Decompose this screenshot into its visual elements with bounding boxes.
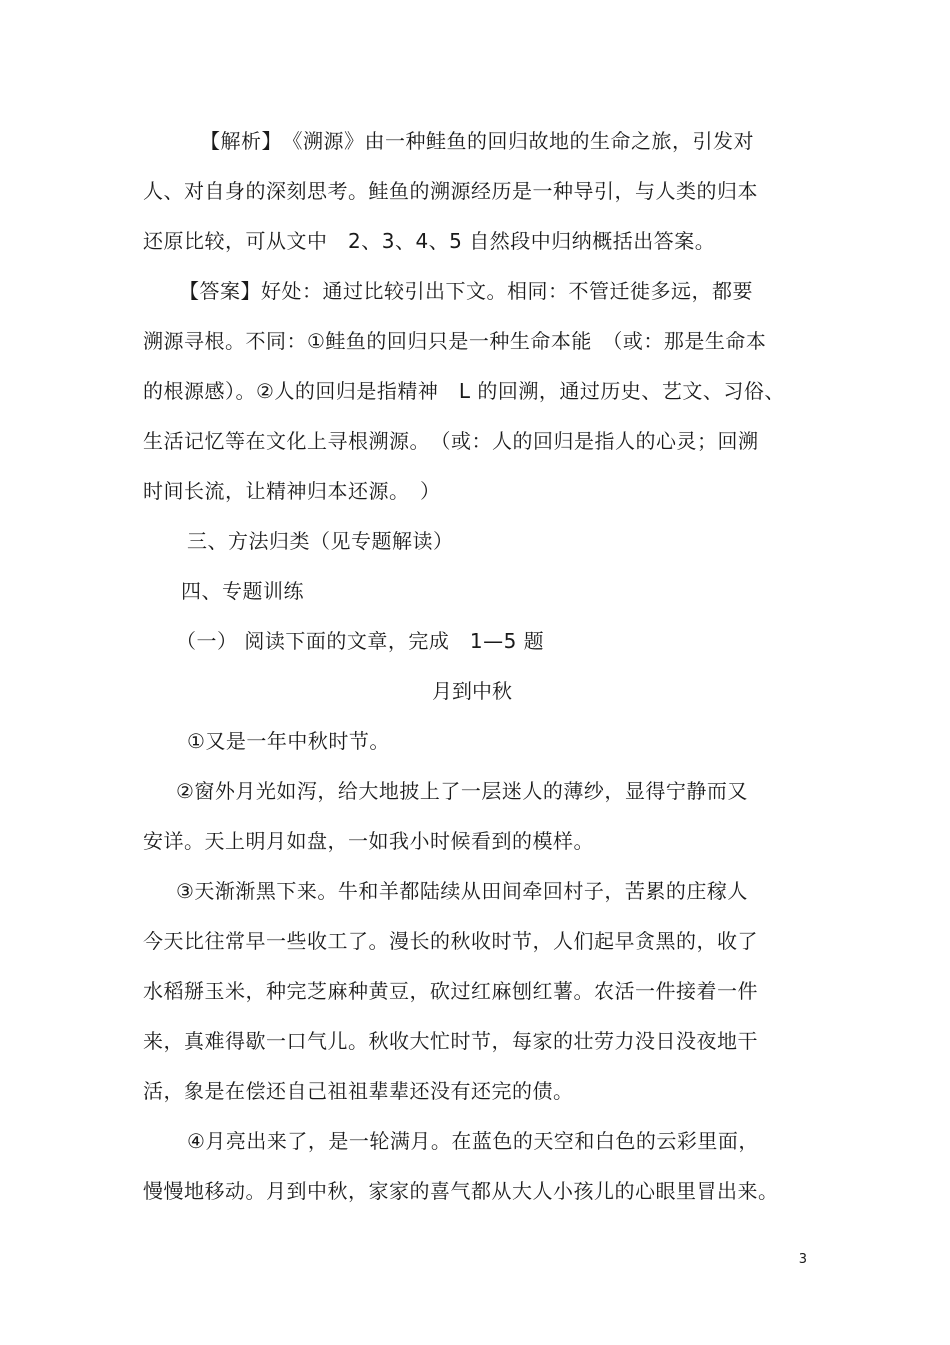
article-title: 月到中秋 [432,679,512,703]
page-number: 3 [798,1252,807,1267]
article-paragraph-line: ④月亮出来了，是一轮满月。在蓝色的天空和白色的云彩里面， [187,1129,759,1153]
section-training-heading: 四、专题训练 [181,579,304,603]
article-paragraph-line: 活，象是在偿还自己祖祖辈辈还没有还完的债。 [143,1079,574,1103]
answer-line-2: 溯源寻根。不同：①鲑鱼的回归只是一种生命本能 （或：那是生命本 [143,329,767,353]
answer-line-5: 时间长流，让精神归本还源。 ） [143,479,441,503]
article-paragraph-line: ③天渐渐黑下来。牛和羊都陆续从田间牵回村子，苦累的庄稼人 [176,879,748,903]
article-paragraph-line: 今天比往常早一些收工了。漫长的秋收时节，人们起早贪黑的，收了 [143,929,758,953]
article-paragraph-line: 安详。天上明月如盘，一如我小时候看到的模样。 [143,829,594,853]
article-paragraph-line: 来，真难得歇一口气儿。秋收大忙时节，每家的壮劳力没日没夜地干 [143,1029,758,1053]
section-method-heading: 三、方法归类（见专题解读） [187,529,454,553]
task-instruction: （一） 阅读下面的文章，完成 1—5 题 [176,629,545,653]
answer-line-3: 的根源感）。②人的回归是指精神 L 的回溯，通过历史、艺文、习俗、 [143,379,785,403]
analysis-line-2: 人、对自身的深刻思考。鲑鱼的溯源经历是一种导引，与人类的归本 [143,179,758,203]
article-paragraph-line: ①又是一年中秋时节。 [187,729,390,753]
analysis-line-1: 【解析】 《溯源》由一种鲑鱼的回归故地的生命之旅，引发对 [200,129,754,153]
answer-line-4: 生活记忆等在文化上寻根溯源。 （或：人的回归是指人的心灵；回溯 [143,429,759,453]
article-paragraph-line: 水稻掰玉米，种完芝麻种黄豆，砍过红麻刨红薯。农活一件接着一件 [143,979,758,1003]
article-paragraph-line: 慢慢地移动。月到中秋，家家的喜气都从大人小孩儿的心眼里冒出来。 [143,1179,779,1203]
answer-line-1: 【答案】好处：通过比较引出下文。相同：不管迁徙多远，都要 [179,279,753,303]
article-paragraph-line: ②窗外月光如泻，给大地披上了一层迷人的薄纱，显得宁静而又 [176,779,748,803]
analysis-line-3: 还原比较，可从文中 2、3、4、5 自然段中归纳概括出答案。 [143,229,716,253]
